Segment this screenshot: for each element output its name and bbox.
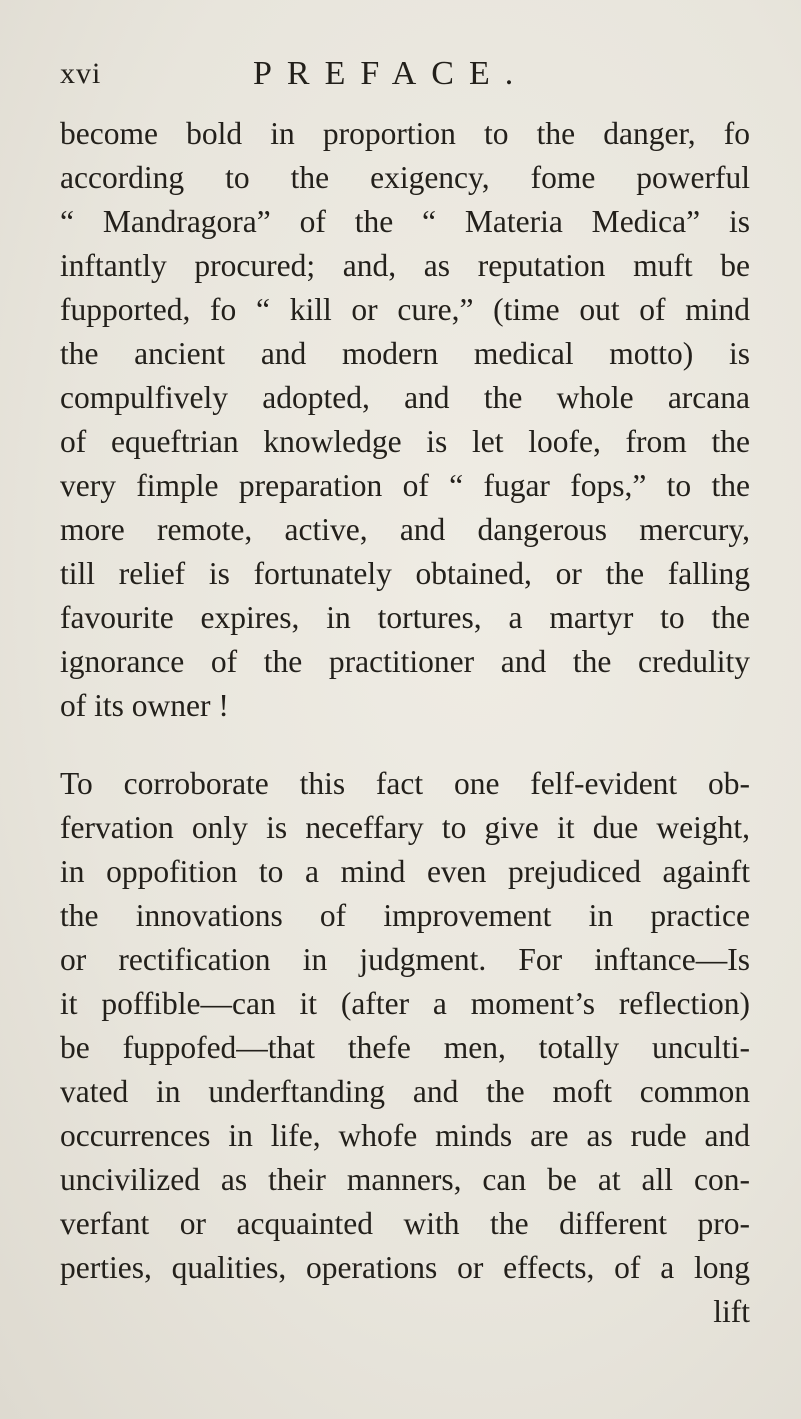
text-line: verfant or acquainted with the different pro- — [60, 1206, 750, 1241]
page-header — [60, 54, 751, 104]
paragraph-1 — [60, 112, 750, 728]
text-line: perties, qualities, operations or effects, of a long — [60, 1250, 750, 1285]
paragraph-2 — [60, 762, 750, 1334]
text-line: compulfively adopted, and the whole arcana — [60, 380, 750, 415]
text-line: inftantly procured; and, as reputation muft be — [60, 248, 750, 283]
body-text — [60, 112, 750, 1334]
text-line: fervation only is neceffary to give it due weight, — [60, 810, 750, 845]
text-line: the ancient and modern medical motto) is — [60, 336, 750, 371]
text-line: of equeftrian knowledge is let loofe, from the — [60, 424, 750, 459]
text-line: vated in underftanding and the moft common — [60, 1074, 750, 1109]
catchword: lift — [713, 1294, 750, 1329]
text-line: till relief is fortunately obtained, or the falling — [60, 556, 750, 591]
text-line: “ Mandragora” of the “ Materia Medica” is — [60, 204, 750, 239]
text-line: of its owner ! — [60, 688, 229, 723]
text-line: the innovations of improvement in practice — [60, 898, 750, 933]
running-head: PREFACE. — [253, 55, 529, 92]
text-line: become bold in proportion to the danger, fo — [60, 116, 750, 151]
text-line: occurrences in life, whofe minds are as rude and — [60, 1118, 750, 1153]
text-line: uncivilized as their manners, can be at all con- — [60, 1162, 750, 1197]
text-line: it poffible—can it (after a moment’s reflection) — [60, 986, 750, 1021]
paragraph-gap — [60, 728, 750, 762]
text-line: ignorance of the practitioner and the credulity — [60, 644, 750, 679]
text-line: very fimple preparation of “ fugar fops,” to the — [60, 468, 750, 503]
text-line: favourite expires, in tortures, a martyr to the — [60, 600, 750, 635]
text-line: according to the exigency, fome powerful — [60, 160, 750, 195]
text-line: or rectification in judgment. For inftance—Is — [60, 942, 750, 977]
page-number: xvi — [60, 57, 102, 90]
text-line: in oppofition to a mind even prejudiced againft — [60, 854, 750, 889]
text-line: more remote, active, and dangerous mercury, — [60, 512, 750, 547]
text-line: fupported, fo “ kill or cure,” (time out of mind — [60, 292, 750, 327]
text-line: To corroborate this fact one felf-evident ob- — [60, 766, 750, 801]
text-line: be fuppofed—that thefe men, totally unculti- — [60, 1030, 750, 1065]
